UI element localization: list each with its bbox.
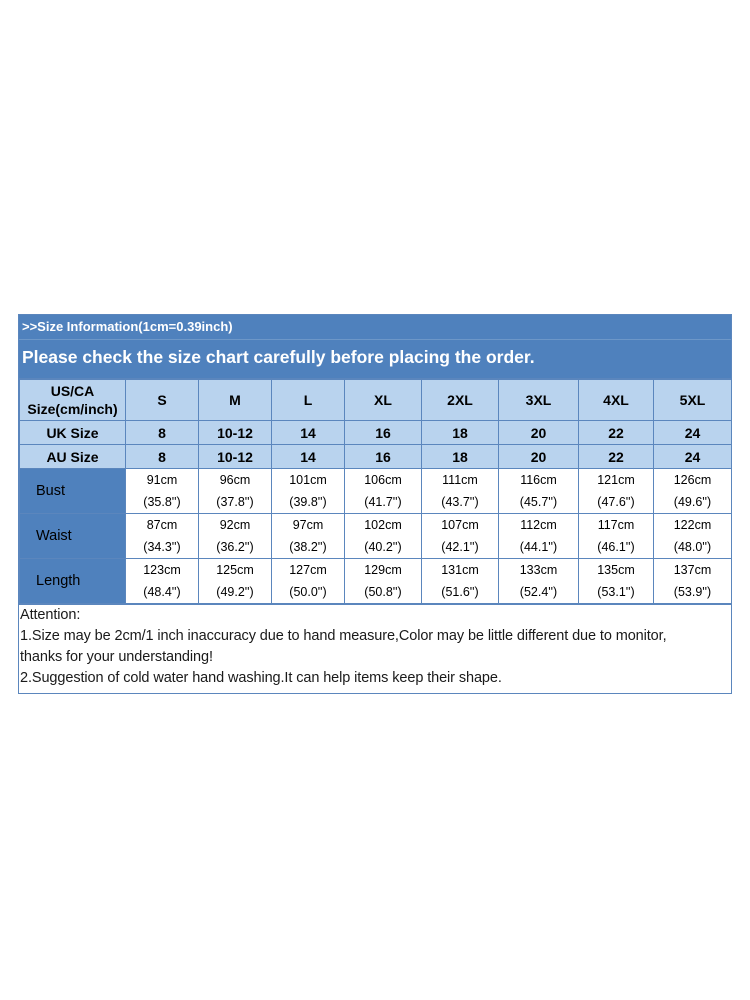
measurement-inch-value: (47.6'') — [597, 495, 635, 509]
attention-title: Attention: — [20, 607, 81, 623]
measurement-inch-value: (34.3'') — [143, 540, 181, 554]
measurement-cm-value: 111cm — [442, 473, 478, 487]
measurement-inch-value: (46.1'') — [597, 540, 635, 554]
measurement-inch-value: (45.7'') — [519, 495, 558, 509]
measurement-cell — [126, 514, 199, 559]
measurement-inch-value: (48.4'') — [143, 585, 181, 599]
measurement-inch-value: (35.8'') — [143, 495, 181, 509]
measurement-cm-value: 106cm — [364, 473, 402, 487]
measurement-row-bust — [20, 469, 732, 514]
measurement-label: Length — [20, 559, 126, 604]
measurement-cm-value: 96cm — [219, 473, 251, 487]
measurement-cm-value: 133cm — [519, 563, 558, 577]
measurement-cm-value: 127cm — [289, 563, 327, 577]
us-ca-size-header — [20, 380, 126, 421]
measurement-inch-value: (51.6'') — [441, 585, 479, 599]
uk-size-cell: 14 — [272, 421, 345, 445]
measurement-cell — [422, 514, 499, 559]
measurement-cell — [126, 559, 199, 604]
uk-size-cell: 24 — [654, 421, 732, 445]
measurement-cm-value: 92cm — [219, 518, 251, 532]
measurement-cm-value: 117cm — [597, 518, 635, 532]
size-unit-label: Size(cm/inch) — [27, 401, 118, 417]
size-header: 4XL — [579, 380, 654, 421]
measurement-cm-value: 101cm — [289, 473, 327, 487]
measurement-cell — [199, 559, 272, 604]
measurement-inch-value: (36.2'') — [216, 540, 254, 554]
uk-size-cell: 10-12 — [199, 421, 272, 445]
au-size-cell: 20 — [499, 445, 579, 469]
measurement-cell — [579, 514, 654, 559]
measurement-inch-value: (53.1'') — [597, 585, 635, 599]
measurement-inch-value: (42.1'') — [441, 540, 479, 554]
measurement-inch-value: (39.8'') — [289, 495, 327, 509]
uk-size-row — [20, 421, 732, 445]
measurement-cell — [345, 514, 422, 559]
measurement-inch-value: (48.0'') — [673, 540, 712, 554]
measurement-inch-value: (52.4'') — [519, 585, 558, 599]
measurement-cell — [345, 559, 422, 604]
measurement-cell — [199, 514, 272, 559]
attention-note-1: 1.Size may be 2cm/1 inch inaccuracy due to hand measure,Color may be little different due to monitor, — [20, 628, 667, 644]
measurement-cell — [654, 514, 732, 559]
measurement-cell — [499, 514, 579, 559]
us-size-row — [20, 380, 732, 421]
measurement-cm-value: 135cm — [597, 563, 635, 577]
measurement-cm-value: 91cm — [146, 473, 178, 487]
au-size-cell: 22 — [579, 445, 654, 469]
uk-size-cell: 22 — [579, 421, 654, 445]
measurement-cell — [579, 559, 654, 604]
measurement-inch-value: (44.1'') — [519, 540, 558, 554]
attention-note-1-continued: thanks for your understanding! — [20, 649, 213, 665]
measurement-cm-value: 97cm — [292, 518, 324, 532]
size-header: 2XL — [422, 380, 499, 421]
attention-notes — [19, 604, 731, 693]
measurement-cm-value: 122cm — [673, 518, 712, 532]
size-header: M — [199, 380, 272, 421]
size-chart-header — [19, 315, 731, 379]
attention-note-2: 2.Suggestion of cold water hand washing.It can help items keep their shape. — [20, 670, 502, 686]
measurement-cm-value: 116cm — [520, 473, 557, 487]
au-size-row — [20, 445, 732, 469]
measurement-cm-value: 126cm — [673, 473, 712, 487]
uk-size-label: UK Size — [20, 421, 126, 445]
measurement-cell — [126, 469, 199, 514]
measurement-cell — [345, 469, 422, 514]
measurement-cell — [654, 559, 732, 604]
au-size-cell: 16 — [345, 445, 422, 469]
measurement-row-length — [20, 559, 732, 604]
measurement-cm-value: 121cm — [597, 473, 635, 487]
measurement-cm-value: 112cm — [520, 518, 557, 532]
size-information-title: >>Size Information(1cm=0.39inch) — [22, 319, 233, 334]
size-header: 5XL — [654, 380, 732, 421]
au-size-label: AU Size — [20, 445, 126, 469]
measurement-inch-value: (37.8'') — [216, 495, 254, 509]
measurement-cm-value: 102cm — [364, 518, 402, 532]
size-header: L — [272, 380, 345, 421]
measurement-cell — [499, 469, 579, 514]
measurement-cell — [579, 469, 654, 514]
uk-size-cell: 8 — [126, 421, 199, 445]
measurement-row-waist — [20, 514, 732, 559]
au-size-cell: 24 — [654, 445, 732, 469]
au-size-cell: 18 — [422, 445, 499, 469]
measurement-label: Waist — [20, 514, 126, 559]
size-header: 3XL — [499, 380, 579, 421]
measurement-cell — [272, 514, 345, 559]
measurement-cell — [272, 469, 345, 514]
uk-size-cell: 18 — [422, 421, 499, 445]
measurement-inch-value: (49.2'') — [216, 585, 254, 599]
measurement-label: Bust — [20, 469, 126, 514]
uk-size-cell: 20 — [499, 421, 579, 445]
au-size-cell: 8 — [126, 445, 199, 469]
us-ca-label: US/CA — [50, 383, 95, 399]
size-table — [19, 379, 732, 604]
measurement-inch-value: (41.7'') — [364, 495, 402, 509]
uk-size-cell: 16 — [345, 421, 422, 445]
measurement-cell — [272, 559, 345, 604]
measurement-cm-value: 131cm — [441, 563, 479, 577]
size-chart — [18, 314, 732, 694]
size-warning-text: Please check the size chart carefully before placing the order. — [19, 339, 731, 378]
size-header: XL — [345, 380, 422, 421]
measurement-cm-value: 125cm — [216, 563, 254, 577]
au-size-cell: 14 — [272, 445, 345, 469]
measurement-cell — [199, 469, 272, 514]
measurement-inch-value: (50.0'') — [289, 585, 327, 599]
measurement-inch-value: (43.7'') — [441, 495, 479, 509]
measurement-cm-value: 107cm — [441, 518, 479, 532]
size-header: S — [126, 380, 199, 421]
measurement-cm-value: 129cm — [364, 563, 402, 577]
measurement-inch-value: (50.8'') — [364, 585, 402, 599]
measurement-inch-value: (40.2'') — [364, 540, 402, 554]
measurement-cell — [422, 559, 499, 604]
measurement-cell — [422, 469, 499, 514]
measurement-cell — [654, 469, 732, 514]
measurement-cm-value: 137cm — [673, 563, 712, 577]
measurement-inch-value: (38.2'') — [289, 540, 327, 554]
au-size-cell: 10-12 — [199, 445, 272, 469]
measurement-inch-value: (53.9'') — [673, 585, 712, 599]
measurement-cell — [499, 559, 579, 604]
measurement-inch-value: (49.6'') — [673, 495, 712, 509]
measurement-cm-value: 123cm — [143, 563, 181, 577]
measurement-cm-value: 87cm — [146, 518, 178, 532]
